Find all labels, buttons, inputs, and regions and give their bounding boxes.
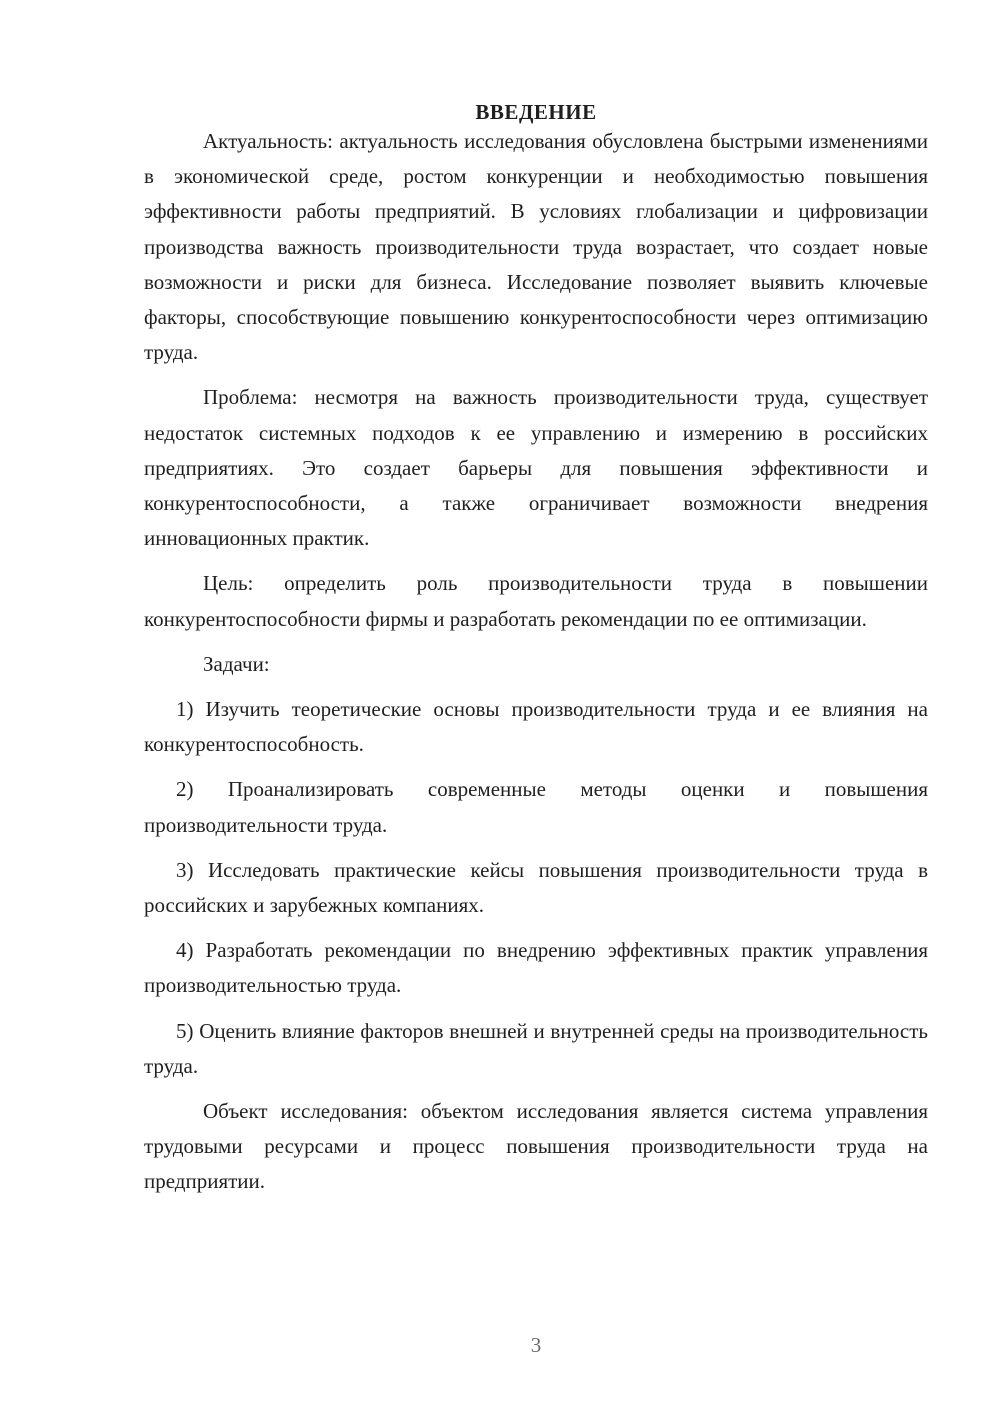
paragraph-relevance: Актуальность: актуальность исследования обусловлена быстрыми изменениями в экономической среде, ростом конкуренции и необходимостью повышения эффективности работы предприятий. В условиях глобализации и цифровизации производства важность производительности труда возрастает, что создает новые возможности и риски для бизнеса. Исследование позволяет выявить ключевые факторы, способствующие повышению конкурентоспособности через оптимизацию труда.: [144, 129, 928, 365]
section-title: ВВЕДЕНИЕ: [475, 100, 597, 124]
task-item-1: 1) Изучить теоретические основы производительности труда и ее влияния на конкурентоспособность.: [144, 697, 928, 757]
task-item-2: 2) Проанализировать современные методы оценки и повышения производительности труда.: [144, 777, 928, 837]
paragraph-goal: Цель: определить роль производительности труда в повышении конкурентоспособности фирмы и разработать рекомендации по ее оптимизации.: [144, 571, 928, 631]
task-item-5: 5) Оценить влияние факторов внешней и внутренней среды на производительность труда.: [144, 1018, 928, 1078]
paragraph-problem: Проблема: несмотря на важность производительности труда, существует недостаток системных подходов к ее управлению и измерению в российских предприятиях. Это создает барьеры для повышения эффективности и конкурентоспособности, а также ограничивает возможности внедрения инновационных практик.: [144, 385, 928, 551]
task-item-4: 4) Разработать рекомендации по внедрению эффективных практик управления производительностью труда.: [144, 938, 928, 998]
task-item-3: 3) Исследовать практические кейсы повышения производительности труда в российских и зарубежных компаниях.: [144, 857, 928, 918]
tasks-heading: Задачи:: [203, 651, 270, 676]
paragraph-object: Объект исследования: объектом исследования является система управления трудовыми ресурсами и процесс повышения производительности труда на предприятии.: [144, 1099, 928, 1194]
page-content: [144, 96, 928, 1200]
page-number: 3: [530, 1333, 542, 1357]
